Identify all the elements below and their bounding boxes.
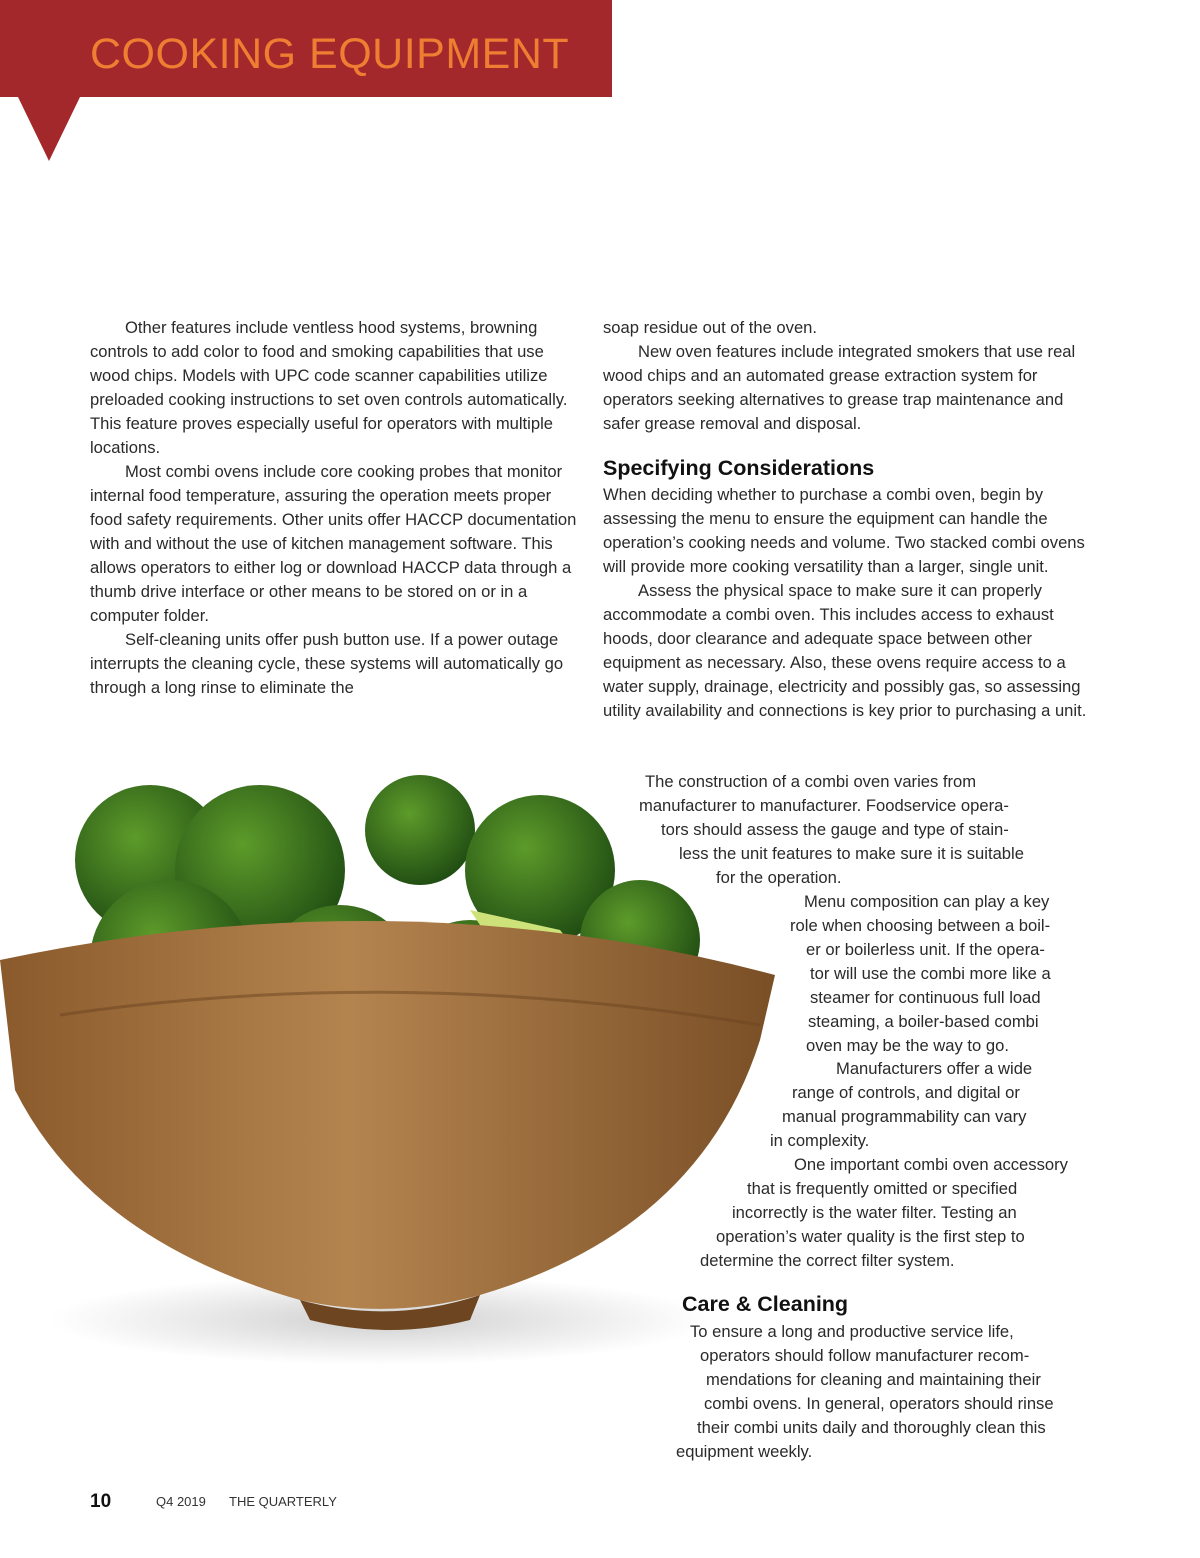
- text-line: for the operation.: [716, 868, 842, 887]
- text-line: incorrectly is the water filter. Testing an: [732, 1203, 1017, 1222]
- text-line: equipment weekly.: [676, 1442, 813, 1461]
- right-column: [603, 316, 1090, 436]
- text-line: manufacturer to manufacturer. Foodservice opera-: [639, 796, 1009, 815]
- text-line: combi ovens. In general, operators should rinse: [704, 1394, 1054, 1413]
- text-line: operators should follow manufacturer recom-: [700, 1346, 1030, 1365]
- text-line: operation’s water quality is the first step to: [716, 1227, 1025, 1246]
- left-column: [90, 316, 580, 700]
- heading-care-cleaning: Care & Cleaning: [682, 1292, 849, 1316]
- text-line: tor will use the combi more like a: [810, 964, 1051, 983]
- paragraph: Other features include ventless hood systems, browning controls to add color to food and smoking capabilities that use wood chips. Models with UPC code scanner capabilities utilize preloaded cooking instructions to set oven controls automatically. This feature proves especially useful for operators with multiple locations.: [90, 318, 568, 457]
- text-line: mendations for cleaning and maintaining their: [706, 1370, 1041, 1389]
- section-banner: [0, 0, 612, 97]
- text-line: oven may be the way to go.: [806, 1036, 1009, 1055]
- text-line: Manufacturers offer a wide: [836, 1059, 1033, 1078]
- text-line: manual programmability can vary: [782, 1107, 1027, 1126]
- heading-specifying: Specifying Considerations: [603, 456, 875, 480]
- page-number: 10: [90, 1491, 112, 1512]
- paragraph: Assess the physical space to make sure it can properly accommodate a combi oven. This includes access to exhaust hoods, door clearance and adequate space between other equipment as necessary. Also, these ovens require access to a water supply, drainage, electricity and possibly gas, so assessing utility availability and connections is key prior to purchasing a unit.: [603, 581, 1087, 720]
- issue-label: Q4 2019: [156, 1494, 206, 1509]
- text-line: their combi units daily and thoroughly clean this: [697, 1418, 1046, 1437]
- text-line: Menu composition can play a key: [804, 892, 1050, 911]
- text-line: in complexity.: [770, 1131, 870, 1150]
- section-title: COOKING EQUIPMENT: [90, 30, 570, 78]
- text-line: One important combi oven accessory: [794, 1155, 1068, 1174]
- right-column-lower: [603, 483, 1090, 723]
- paragraph-continuation: soap residue out of the oven.: [603, 318, 818, 337]
- paragraph: Self-cleaning units offer push button use. If a power outage interrupts the cleaning cycle, these systems will automatically go through a long rinse to eliminate the: [90, 630, 564, 697]
- text-line: The construction of a combi oven varies from: [645, 772, 977, 791]
- text-line: range of controls, and digital or: [792, 1083, 1020, 1102]
- text-line: determine the correct filter system.: [700, 1251, 955, 1270]
- paragraph: When deciding whether to purchase a combi oven, begin by assessing the menu to ensure the equipment can handle the operation’s cooking needs and volume. Two stacked combi ovens will provide more cooking versatility than a larger, single unit.: [603, 485, 1085, 576]
- magazine-name: THE QUARTERLY: [229, 1494, 337, 1509]
- banner-tab: [18, 97, 80, 161]
- paragraph: Most combi ovens include core cooking probes that monitor internal food temperature, assuring the operation meets proper food safety requirements. Other units offer HACCP documentation with and without the use of kitchen management software. This allows operators to either log or download HACCP data through a thumb drive interface or other means to be stored on or in a computer folder.: [90, 462, 577, 625]
- text-line: To ensure a long and productive service life,: [690, 1322, 1014, 1341]
- paragraph: New oven features include integrated smokers that use real wood chips and an automated grease extraction system for operators seeking alternatives to grease trap maintenance and safer grease removal and disposal.: [603, 342, 1076, 433]
- text-line: role when choosing between a boil-: [790, 916, 1051, 935]
- text-line: steamer for continuous full load: [810, 988, 1041, 1007]
- text-line: tors should assess the gauge and type of stain-: [661, 820, 1009, 839]
- text-line: steaming, a boiler-based combi: [808, 1012, 1039, 1031]
- text-line: er or boilerless unit. If the opera-: [806, 940, 1045, 959]
- text-line: less the unit features to make sure it is suitable: [679, 844, 1024, 863]
- text-line: that is frequently omitted or specified: [747, 1179, 1018, 1198]
